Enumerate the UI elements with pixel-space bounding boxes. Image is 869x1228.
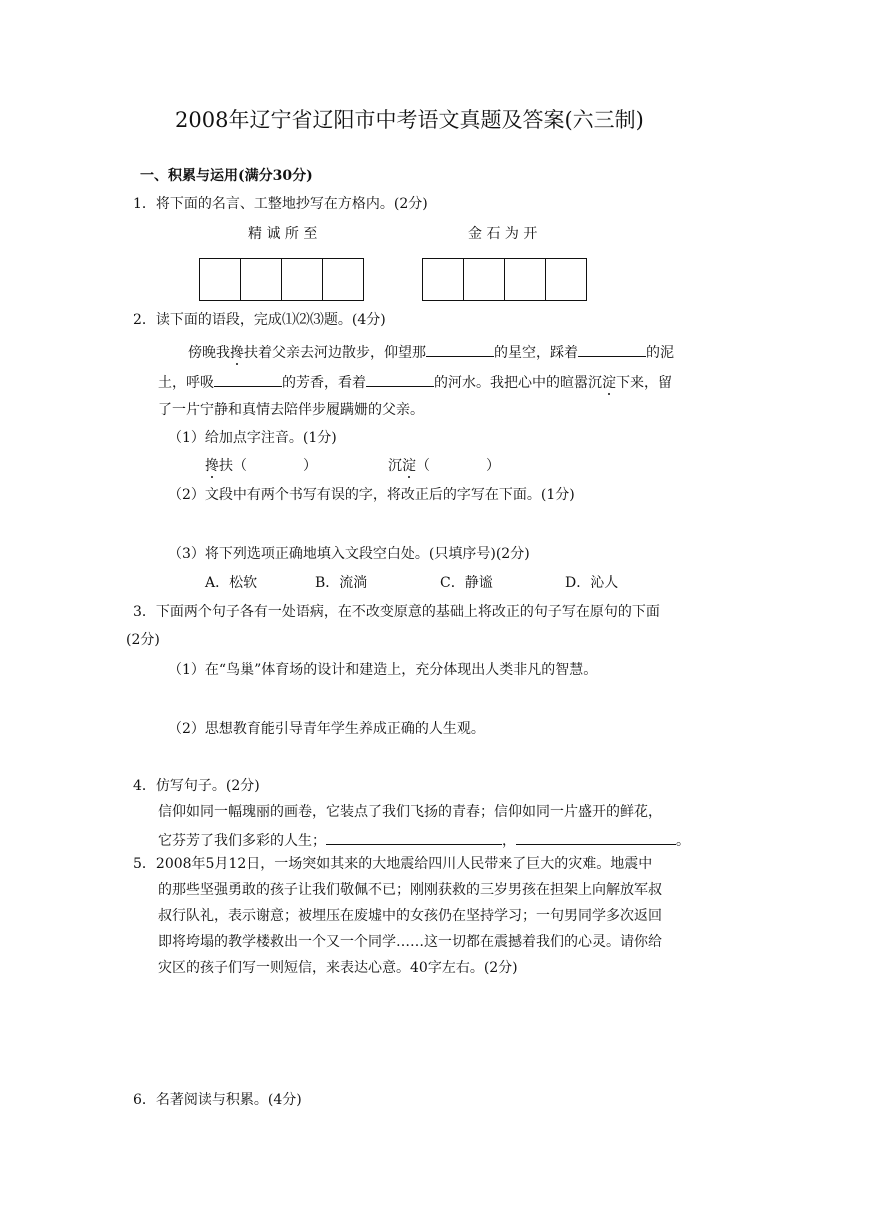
q3-sentence-1: （1）在“鸟巢”体育场的设计和建造上，充分体现出人类非凡的智慧。 xyxy=(168,662,598,678)
text: 的芳香，看着 xyxy=(282,375,366,391)
fill-blank[interactable] xyxy=(366,370,434,387)
grid-cell[interactable] xyxy=(282,259,323,300)
q1-stem: 1．将下面的名言、工整地抄写在方格内。(2分) xyxy=(133,196,428,212)
fill-blank[interactable] xyxy=(578,340,646,357)
q1-grid-right[interactable] xyxy=(422,258,587,301)
q2-sub2: （2）文段中有两个书写有误的字，将改正后的字写在下面。(1分) xyxy=(168,487,575,503)
fill-blank[interactable] xyxy=(426,340,494,357)
q4-line-1: 信仰如同一幅瑰丽的画卷，它装点了我们飞扬的青春；信仰如同一片盛开的鲜花， xyxy=(158,804,662,820)
q2-sub1-item-a[interactable] xyxy=(205,456,317,476)
q6-stem: 6．名著阅读与积累。(4分) xyxy=(133,1092,302,1108)
grid-cell[interactable] xyxy=(464,259,505,300)
dotted-char: 淀 xyxy=(602,375,616,391)
grid-cell[interactable] xyxy=(546,259,586,300)
grid-cell[interactable] xyxy=(241,259,282,300)
q3-stem: 3．下面两个句子各有一处语病，在不改变原意的基础上将改正的句子写在原句的下面 xyxy=(133,604,660,620)
q5-line-1: 5．2008年5月12日，一场突如其来的大地震给四川人民带来了巨大的灾难。地震中 xyxy=(133,856,653,872)
q5-line-3: 叔行队礼，表示谢意；被埋压在废墟中的女孩仍在坚持学习；一句男同学多次返回 xyxy=(158,908,662,924)
q2-sub1: （1）给加点字注音。(1分) xyxy=(168,430,337,446)
grid-cell[interactable] xyxy=(505,259,546,300)
text: （ ） xyxy=(416,458,500,474)
q5-line-2: 的那些坚强勇敢的孩子让我们敬佩不已；刚刚获救的三岁男孩在担架上向解放军叔 xyxy=(158,882,662,898)
text: 扶（ ） xyxy=(219,458,317,474)
q5-line-5: 灾区的孩子们写一则短信，来表达心意。40字左右。(2分) xyxy=(158,960,518,976)
q1-phrase-right: 金 石 为 开 xyxy=(468,226,538,242)
q1-grid-left[interactable] xyxy=(199,258,364,301)
text: 的星空，踩着 xyxy=(494,345,578,361)
q2-stem: 2．读下面的语段，完成⑴⑵⑶题。(4分) xyxy=(133,312,386,328)
fill-blank[interactable] xyxy=(214,370,282,387)
q2-passage-line-1 xyxy=(188,340,674,363)
q4-stem: 4．仿写句子。(2分) xyxy=(133,778,260,794)
grid-cell[interactable] xyxy=(323,259,363,300)
q2-passage-line-3: 了一片宁静和真情去陪伴步履蹒姗的父亲。 xyxy=(158,402,424,418)
text: 。 xyxy=(676,833,690,849)
section-heading: 一、积累与运用(满分30分) xyxy=(140,168,313,184)
option-c: C．静谧 xyxy=(440,575,493,591)
q1-phrase-left: 精 诚 所 至 xyxy=(248,226,318,242)
text: 扶着父亲去河边散步，仰望那 xyxy=(244,345,426,361)
text: 的泥 xyxy=(646,345,674,361)
q5-line-4: 即将垮塌的教学楼救出一个又一个同学……这一切都在震撼着我们的心灵。请你给 xyxy=(158,934,662,950)
text: 的河水。我把心中的暄嚣沉 xyxy=(434,375,602,391)
dotted-char: 搀 xyxy=(230,345,244,361)
q2-sub3: （3）将下列选项正确地填入文段空白处。(只填序号)(2分) xyxy=(168,546,530,562)
dotted-char: 淀 xyxy=(402,458,416,474)
text: 土，呼吸 xyxy=(158,375,214,391)
grid-cell[interactable] xyxy=(423,259,464,300)
q2-sub1-item-b[interactable] xyxy=(388,456,500,476)
text: 下来，留 xyxy=(616,375,672,391)
dotted-char: 搀 xyxy=(205,458,219,474)
text: 傍晚我 xyxy=(188,345,230,361)
page-title: 2008年辽宁省辽阳市中考语文真题及答案(六三制) xyxy=(175,108,644,132)
q4-line-2 xyxy=(158,828,690,851)
q3-points: (2分) xyxy=(126,632,160,648)
fill-blank[interactable] xyxy=(516,828,676,845)
text: 沉 xyxy=(388,458,402,474)
option-d: D．沁人 xyxy=(565,575,619,591)
text: ， xyxy=(502,833,516,849)
q3-sentence-2: （2）思想教育能引导青年学生养成正确的人生观。 xyxy=(168,721,485,737)
fill-blank[interactable] xyxy=(326,828,502,845)
q2-passage-line-2 xyxy=(158,370,672,393)
option-a: A．松软 xyxy=(205,575,258,591)
option-b: B．流淌 xyxy=(315,575,368,591)
grid-cell[interactable] xyxy=(200,259,241,300)
text: 它芬芳了我们多彩的人生； xyxy=(158,833,326,849)
